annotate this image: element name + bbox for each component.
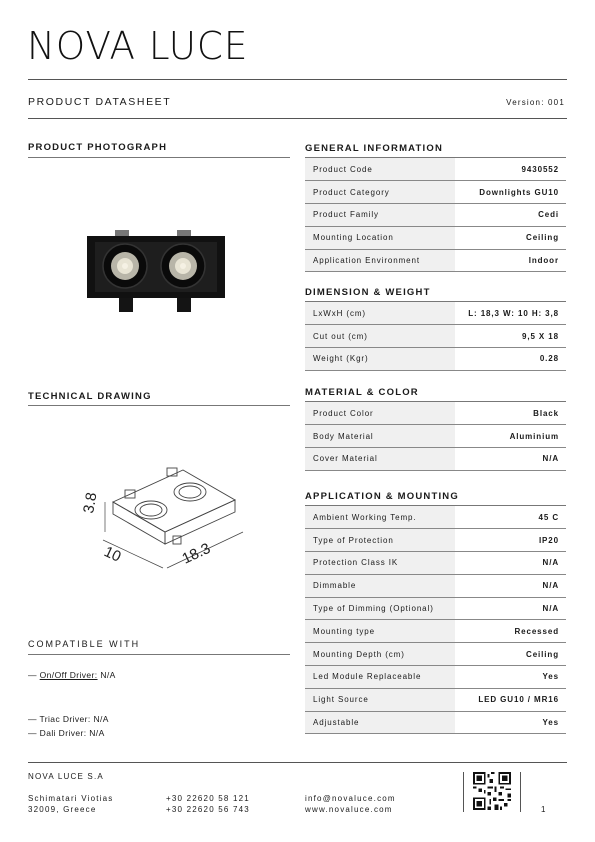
application-row-label: Led Module Replaceable	[305, 666, 455, 689]
general-info-table	[305, 158, 566, 272]
compat-onoff-label: On/Off Driver:	[39, 670, 98, 680]
application-row	[305, 643, 566, 666]
dimension-row-label: Cut out (cm)	[305, 325, 455, 348]
footer-company: NOVA LUCE S.A	[28, 772, 104, 781]
dim-width: 10	[101, 543, 124, 566]
dimension-row-value: 9,5 X 18	[455, 325, 566, 348]
footer-email[interactable]: info@novaluce.com	[305, 794, 396, 803]
general-row	[305, 249, 566, 272]
application-row-value: Ceiling	[455, 643, 566, 666]
footer-divider-right	[520, 772, 521, 812]
material-row	[305, 448, 566, 471]
general-row-label: Product Code	[305, 158, 455, 181]
compat-dali: — Dali Driver: N/A	[28, 728, 105, 738]
general-row-label: Mounting Location	[305, 226, 455, 249]
material-row-label: Body Material	[305, 425, 455, 448]
technical-drawing	[75, 462, 255, 577]
footer-phone-1: +30 22620 58 121	[166, 794, 250, 803]
application-row	[305, 711, 566, 734]
general-row-value: Ceiling	[455, 226, 566, 249]
application-row-value: Yes	[455, 711, 566, 734]
material-row-value: N/A	[455, 448, 566, 471]
material-row-label: Cover Material	[305, 448, 455, 471]
product-photo	[85, 228, 227, 316]
application-row	[305, 529, 566, 552]
section-line-photo	[28, 157, 290, 158]
footer-divider	[28, 762, 567, 763]
general-row-label: Product Category	[305, 181, 455, 204]
application-row-label: Ambient Working Temp.	[305, 506, 455, 529]
application-row	[305, 506, 566, 529]
section-title-drawing: TECHNICAL DRAWING	[28, 391, 152, 402]
application-row-value: Yes	[455, 666, 566, 689]
general-row-value: Indoor	[455, 249, 566, 272]
application-row	[305, 552, 566, 575]
section-title-compatible: COMPATIBLE WITH	[28, 639, 141, 649]
footer-divider-left	[463, 772, 464, 812]
application-row-value: IP20	[455, 529, 566, 552]
general-row-value: Cedi	[455, 204, 566, 227]
section-title-material: MATERIAL & COLOR	[305, 387, 419, 398]
section-line-compatible	[28, 654, 290, 655]
application-row-value: Recessed	[455, 620, 566, 643]
dimension-row-label: Weight (Kgr)	[305, 348, 455, 371]
compat-onoff: — On/Off Driver: N/A	[28, 670, 116, 680]
header-divider-top	[28, 79, 567, 80]
general-row	[305, 204, 566, 227]
dimension-row-value: 0.28	[455, 348, 566, 371]
application-row-value: LED GU10 / MR16	[455, 688, 566, 711]
section-line-drawing	[28, 405, 290, 406]
compat-triac-text: Triac Driver: N/A	[39, 714, 109, 724]
section-title-general: GENERAL INFORMATION	[305, 143, 444, 154]
application-row	[305, 574, 566, 597]
application-row-value: 45 C	[455, 506, 566, 529]
application-row	[305, 688, 566, 711]
footer-phone-2: +30 22620 56 743	[166, 805, 250, 814]
dimension-row-value: L: 18,3 W: 10 H: 3,8	[455, 302, 566, 325]
document-title: PRODUCT DATASHEET	[28, 96, 172, 108]
section-title-dimension: DIMENSION & WEIGHT	[305, 287, 431, 298]
material-row	[305, 425, 566, 448]
header-divider-bottom	[28, 118, 567, 119]
dim-height: 3.8	[80, 491, 101, 515]
footer-website[interactable]: www.novaluce.com	[305, 805, 393, 814]
application-row-label: Mounting Depth (cm)	[305, 643, 455, 666]
general-row-value: 9430552	[455, 158, 566, 181]
general-row	[305, 226, 566, 249]
footer-address-line1: Schimatari Viotias	[28, 794, 114, 803]
application-row-label: Adjustable	[305, 711, 455, 734]
application-row-label: Protection Class IK	[305, 552, 455, 575]
material-row-value: Aluminium	[455, 425, 566, 448]
application-row	[305, 620, 566, 643]
dim-length: 18.3	[179, 539, 214, 568]
general-row-value: Downlights GU10	[455, 181, 566, 204]
section-title-application: APPLICATION & MOUNTING	[305, 491, 459, 502]
application-row-label: Light Source	[305, 688, 455, 711]
application-row-label: Dimmable	[305, 574, 455, 597]
material-row-label: Product Color	[305, 402, 455, 425]
application-row-value: N/A	[455, 574, 566, 597]
application-row	[305, 597, 566, 620]
material-table	[305, 402, 566, 471]
general-row	[305, 181, 566, 204]
version-label: Version: 001	[506, 98, 565, 107]
dimension-row-label: LxWxH (cm)	[305, 302, 455, 325]
application-row-label: Type of Dimming (Optional)	[305, 597, 455, 620]
application-row-value: N/A	[455, 597, 566, 620]
section-title-photo: PRODUCT PHOTOGRAPH	[28, 142, 168, 153]
compat-onoff-value: N/A	[100, 670, 116, 680]
application-table	[305, 506, 566, 734]
brand-logo: NOVA LUCE	[27, 24, 249, 68]
general-row-label: Product Family	[305, 204, 455, 227]
dimension-row	[305, 325, 566, 348]
compat-dali-text: Dali Driver: N/A	[39, 728, 105, 738]
compat-triac: — Triac Driver: N/A	[28, 714, 109, 724]
application-row-label: Mounting type	[305, 620, 455, 643]
dimension-table	[305, 302, 566, 371]
material-row-value: Black	[455, 402, 566, 425]
application-row-value: N/A	[455, 552, 566, 575]
page-number: 1	[541, 805, 547, 814]
qr-code-icon	[473, 772, 511, 810]
material-row	[305, 402, 566, 425]
dimension-row	[305, 302, 566, 325]
application-row-label: Type of Protection	[305, 529, 455, 552]
dimension-row	[305, 348, 566, 371]
general-row-label: Application Environment	[305, 249, 455, 272]
footer-address-line2: 32009, Greece	[28, 805, 97, 814]
general-row	[305, 158, 566, 181]
application-row	[305, 666, 566, 689]
